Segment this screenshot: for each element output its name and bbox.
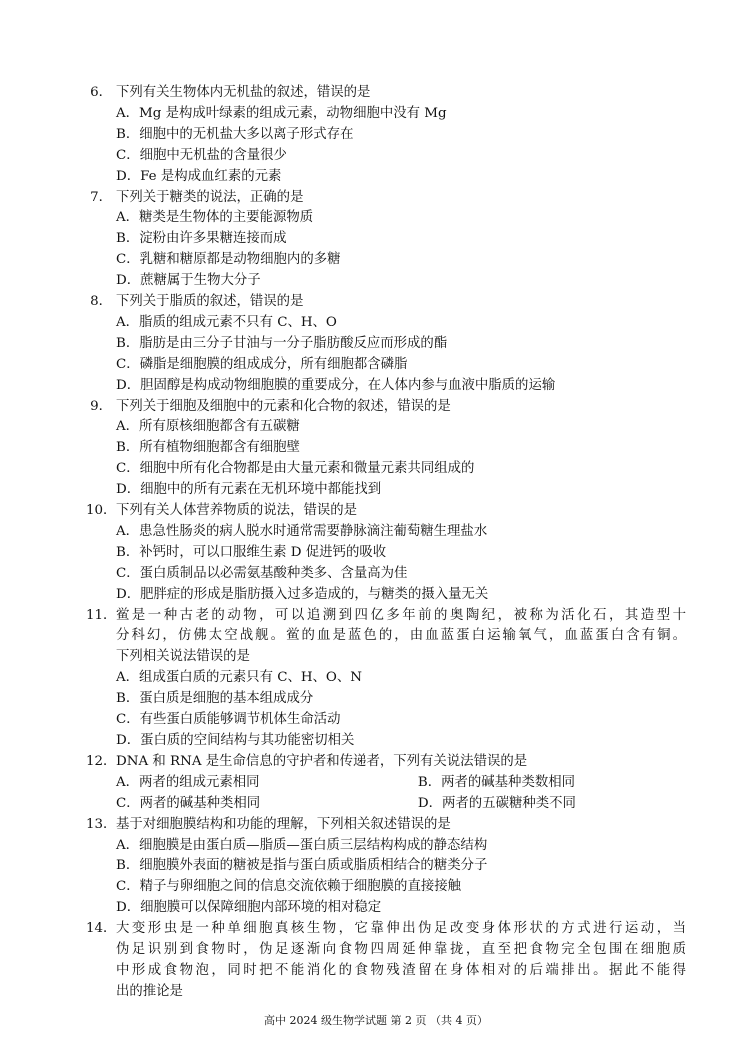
option-b: B．细胞膜外表面的糖被是指与蛋白质或脂质相结合的糖类分子 [116,858,488,874]
option-b: B．两者的碱基种类数相同 [417,774,576,790]
question-stem: 12． DNA 和 RNA 是生命信息的守护者和传递者，下列有关说法错误的是 [86,754,528,769]
options-row-2 [86,794,686,815]
option-a: A．患急性肠炎的病人脱水时通常需要静脉滴注葡萄糖生理盐水 [116,523,488,539]
option-b: B．蛋白质是细胞的基本组成成分 [116,691,314,707]
option-a: A．组成蛋白质的元素只有 C、H、O、N [116,670,363,686]
option-d: D．两者的五碳糖种类不同 [417,795,576,811]
option-b: B．淀粉由许多果糖连接而成 [116,231,287,247]
option-a: A．糖类是生物体的主要能源物质 [116,210,314,226]
question-9 [86,397,686,501]
option-b: B．所有植物细胞都含有细胞壁 [116,440,300,456]
option-c: C．细胞中所有化合物都是由大量元素和微量元素共同组成的 [116,461,475,477]
question-stem: 7． 下列关于糖类的说法，正确的是 [90,189,304,205]
option-b: B．细胞中的无机盐大多以离子形式存在 [116,126,354,142]
option-d: D．Fe 是构成血红素的元素 [116,168,282,184]
question-stem: 11． 鲎是一种古老的动物，可以追溯到四亿多年前的奥陶纪，被称为活化石，其造型十 分科幻，仿佛太空战舰。鲎的血是蓝色的，由血蓝蛋白运输氧气，血蓝蛋白含有铜。 下列相关说法错误的是 [86,607,686,665]
option-a: A．两者的组成元素相同 [116,774,260,790]
option-d: D．细胞膜可以保障细胞内部环境的相对稳定 [116,900,382,916]
question-10 [86,501,686,605]
option-c: C．蛋白质制品以必需氨基酸种类多、含量高为佳 [116,565,408,581]
question-7 [86,188,686,292]
page-footer: 高中 2024 级生物学试题 第 2 页 （共 4 页） [264,1014,488,1027]
option-a: A．Mg 是构成叶绿素的组成元素，动物细胞中没有 Mg [116,105,447,121]
question-stem: 8． 下列关于脂质的叙述，错误的是 [90,294,304,309]
option-c: C．细胞中无机盐的含量很少 [116,147,287,163]
option-a: A．脂质的组成元素不只有 C、H、O [116,314,337,330]
question-12 [86,752,686,815]
option-d: D．细胞中的所有元素在无机环境中都能找到 [116,482,382,498]
option-c: C．磷脂是细胞膜的组成成分，所有细胞都含磷脂 [116,356,408,372]
option-b: B．补钙时，可以口服维生素 D 促进钙的吸收 [116,544,387,560]
question-stem: 6． 下列有关生物体内无机盐的叙述，错误的是 [90,85,371,100]
question-stem: 9． 下列关于细胞及细胞中的元素和化合物的叙述，错误的是 [90,398,451,414]
question-6 [86,83,686,187]
question-11 [86,606,686,752]
option-a: A．所有原核细胞都含有五碳糖 [116,419,300,435]
option-a: A．细胞膜是由蛋白质—脂质—蛋白质三层结构构成的静态结构 [116,837,488,853]
question-13 [86,815,686,919]
option-b: B．脂肪是由三分子甘油与一分子脂肪酸反应而形成的酯 [116,335,448,351]
option-c: C．精子与卵细胞之间的信息交流依赖于细胞膜的直接接触 [116,879,462,895]
options-row-1 [86,773,686,794]
question-14 [86,919,686,1003]
question-stem: 13． 基于对细胞膜结构和功能的理解，下列相关叙述错误的是 [86,816,451,832]
option-c: C．有些蛋白质能够调节机体生命活动 [116,711,341,727]
question-stem: 10． 下列有关人体营养物质的说法，错误的是 [86,503,358,518]
option-c: C．乳糖和糖原都是动物细胞内的多糖 [116,252,341,268]
option-c: C．两者的碱基种类相同 [116,795,261,811]
option-d: D．胆固醇是构成动物细胞膜的重要成分，在人体内参与血液中脂质的运输 [116,377,556,393]
option-d: D．蔗糖属于生物大分子 [116,273,261,289]
question-stem: 14． 大变形虫是一种单细胞真核生物，它靠伸出伪足改变身体形状的方式进行运动，当 伪足识别到食物时，伪足逐渐向食物四周延伸靠拢，直至把食物完全包围在细胞质 中形成食物泡，同时把不能消化的食物残渣留在身体相对的后端排出。据此不能得 出的推论是 [86,921,686,999]
option-d: D．肥胖症的形成是脂肪摄入过多造成的，与糖类的摄入量无关 [116,586,489,602]
question-8 [86,292,686,396]
option-d: D．蛋白质的空间结构与其功能密切相关 [116,732,355,748]
